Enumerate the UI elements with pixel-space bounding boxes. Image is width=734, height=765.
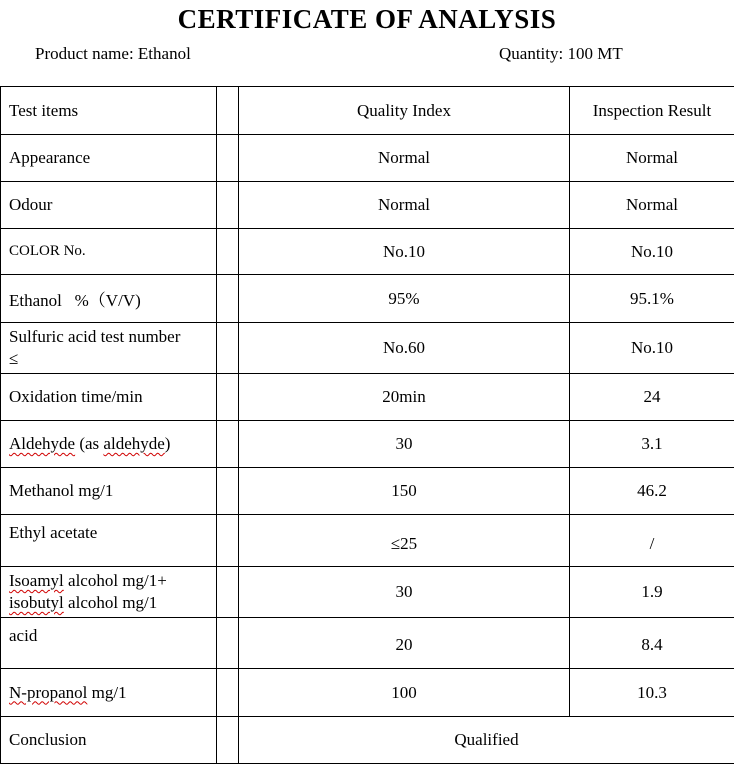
table-row xyxy=(1,468,734,515)
test-item: Sulfuric acid test number ≤ xyxy=(1,323,217,374)
test-item: Methanol mg/1 xyxy=(1,468,217,515)
inspection-result: 10.3 xyxy=(570,669,734,717)
quality-index: Normal xyxy=(239,135,570,182)
conclusion-label: Conclusion xyxy=(1,717,217,764)
table-row xyxy=(1,275,734,323)
inspection-result: Normal xyxy=(570,182,734,229)
quality-index: Normal xyxy=(239,182,570,229)
quality-index: 150 xyxy=(239,468,570,515)
test-item: Ethyl acetate xyxy=(1,515,217,567)
test-item: Appearance xyxy=(1,135,217,182)
inspection-result: 24 xyxy=(570,374,734,421)
header-inspection-result: Inspection Result xyxy=(570,87,734,135)
document-title: CERTIFICATE OF ANALYSIS xyxy=(177,4,557,34)
table-row xyxy=(1,618,734,669)
table-row xyxy=(1,374,734,421)
table-row xyxy=(1,515,734,567)
table-row xyxy=(1,135,734,182)
quality-index: 100 xyxy=(239,669,570,717)
test-item: acid xyxy=(1,618,217,669)
inspection-result: 8.4 xyxy=(570,618,734,669)
test-item: Aldehyde (as aldehyde) xyxy=(1,421,217,468)
conclusion-row xyxy=(1,717,734,764)
inspection-result: 46.2 xyxy=(570,468,734,515)
analysis-table xyxy=(0,86,734,764)
table-row xyxy=(1,323,734,374)
table-row xyxy=(1,182,734,229)
table-row xyxy=(1,669,734,717)
test-item: Oxidation time/min xyxy=(1,374,217,421)
quality-index: 20min xyxy=(239,374,570,421)
quality-index: 95% xyxy=(239,275,570,323)
quality-index: 20 xyxy=(239,618,570,669)
product-name: Product name: Ethanol xyxy=(35,44,191,63)
quality-index: No.10 xyxy=(239,229,570,275)
test-item: Ethanol %（V/V) xyxy=(1,275,217,323)
test-item: COLOR No. xyxy=(1,229,217,275)
quality-index: ≤25 xyxy=(239,515,570,567)
quality-index: 30 xyxy=(239,421,570,468)
test-item: Isoamyl alcohol mg/1+ isobutyl alcohol mg/1 xyxy=(1,567,217,618)
quality-index: 30 xyxy=(239,567,570,618)
header-test-items: Test items xyxy=(1,87,217,135)
quality-index: No.60 xyxy=(239,323,570,374)
table-row xyxy=(1,421,734,468)
table-row xyxy=(1,567,734,618)
table-header-row xyxy=(1,87,734,135)
test-item: N-propanol mg/1 xyxy=(1,669,217,717)
inspection-result: 3.1 xyxy=(570,421,734,468)
table-row xyxy=(1,229,734,275)
header-quality-index: Quality Index xyxy=(239,87,570,135)
inspection-result: No.10 xyxy=(570,229,734,275)
inspection-result: 1.9 xyxy=(570,567,734,618)
inspection-result: / xyxy=(570,515,734,567)
inspection-result: No.10 xyxy=(570,323,734,374)
quantity: Quantity: 100 MT xyxy=(499,44,623,63)
inspection-result: 95.1% xyxy=(570,275,734,323)
conclusion-value: Qualified xyxy=(239,717,734,764)
inspection-result: Normal xyxy=(570,135,734,182)
test-item: Odour xyxy=(1,182,217,229)
